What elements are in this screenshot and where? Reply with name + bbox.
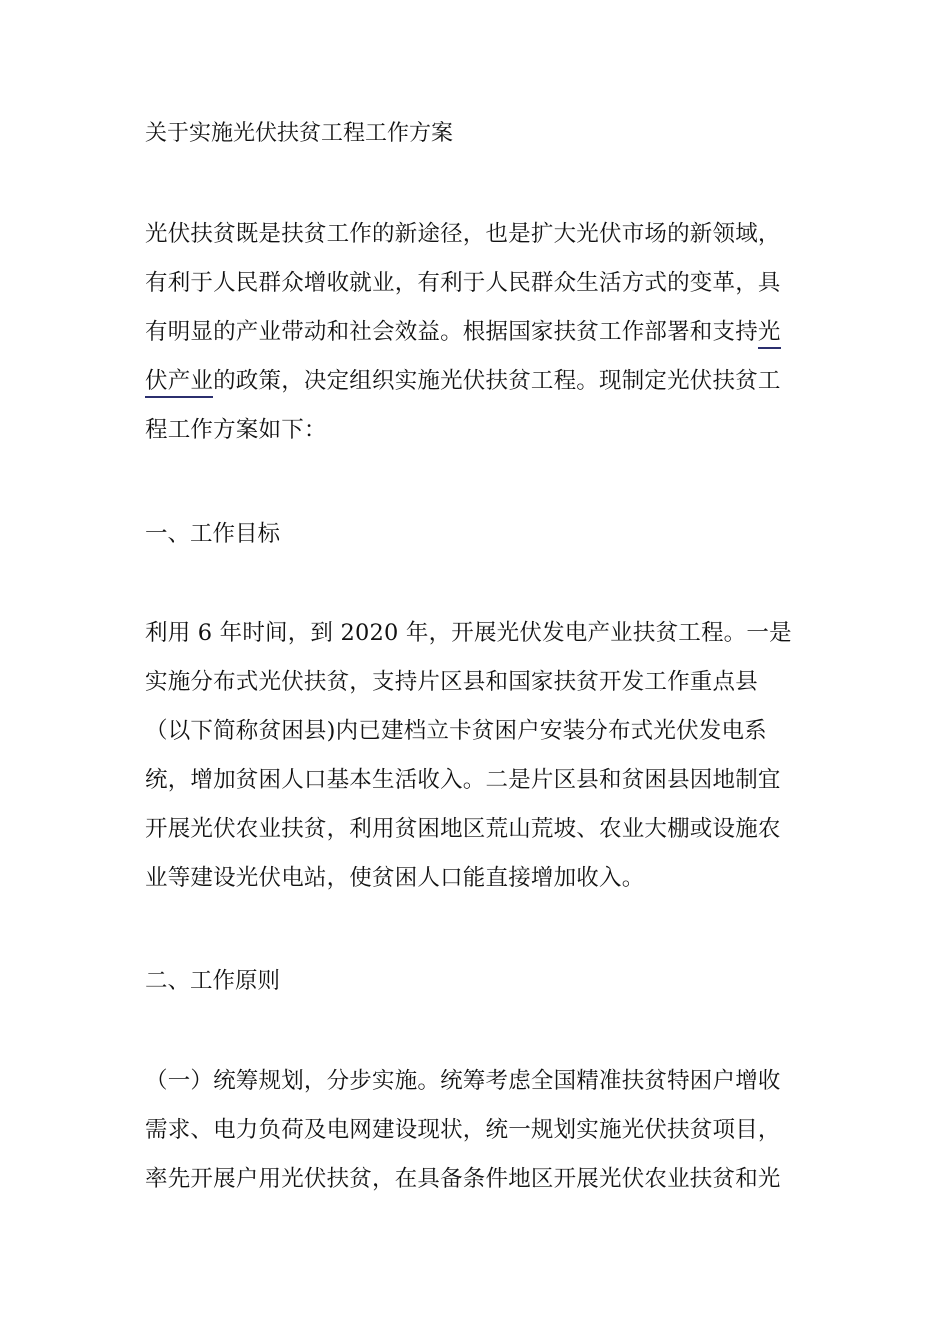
section-2-line: 需求、电力负荷及电网建设现状，统一规划实施光伏扶贫项目， [145, 1117, 781, 1143]
section-1-line: 统，增加贫困人口基本生活收入。二是片区县和贫困县因地制宜 [145, 767, 781, 793]
section-2-line: （一）统筹规划，分步实施。统筹考虑全国精准扶贫特困户增收 [145, 1068, 781, 1094]
document-title: 关于实施光伏扶贫工程工作方案 [145, 121, 454, 146]
intro-line-4-text: 的政策，决定组织实施光伏扶贫工程。现制定光伏扶贫工 [213, 368, 781, 394]
intro-line-1: 光伏扶贫既是扶贫工作的新途径，也是扩大光伏市场的新领域， [145, 221, 781, 247]
section-1-line: 业等建设光伏电站，使贫困人口能直接增加收入。 [145, 865, 645, 891]
section-2-heading: 二、工作原则 [145, 968, 281, 994]
section-1-paragraph [145, 609, 815, 903]
section-1-heading: 一、工作目标 [145, 521, 281, 547]
intro-line-3 [145, 308, 815, 357]
pv-industry-link-part-1[interactable]: 光 [758, 319, 781, 349]
intro-line-4 [145, 357, 815, 406]
intro-line-3-text: 有明显的产业带动和社会效益。根据国家扶贫工作部署和支持 [145, 319, 758, 345]
section-1-line: 开展光伏农业扶贫，利用贫困地区荒山荒坡、农业大棚或设施农 [145, 816, 781, 842]
section-1-line: （以下简称贫困县)内已建档立卡贫困户安装分布式光伏发电系 [145, 718, 767, 744]
section-1-line: 实施分布式光伏扶贫，支持片区县和国家扶贫开发工作重点县 [145, 669, 758, 695]
section-2-paragraph [145, 1057, 815, 1204]
section-1-line: 利用 6 年时间，到 2020 年，开展光伏发电产业扶贫工程。一是 [145, 620, 792, 646]
intro-paragraph [145, 210, 815, 455]
section-2-line: 率先开展户用光伏扶贫，在具备条件地区开展光伏农业扶贫和光 [145, 1166, 781, 1192]
intro-line-5: 程工作方案如下： [145, 417, 327, 443]
intro-line-2: 有利于人民群众增收就业，有利于人民群众生活方式的变革，具 [145, 270, 781, 296]
pv-industry-link-part-2[interactable]: 伏产业 [145, 368, 213, 398]
